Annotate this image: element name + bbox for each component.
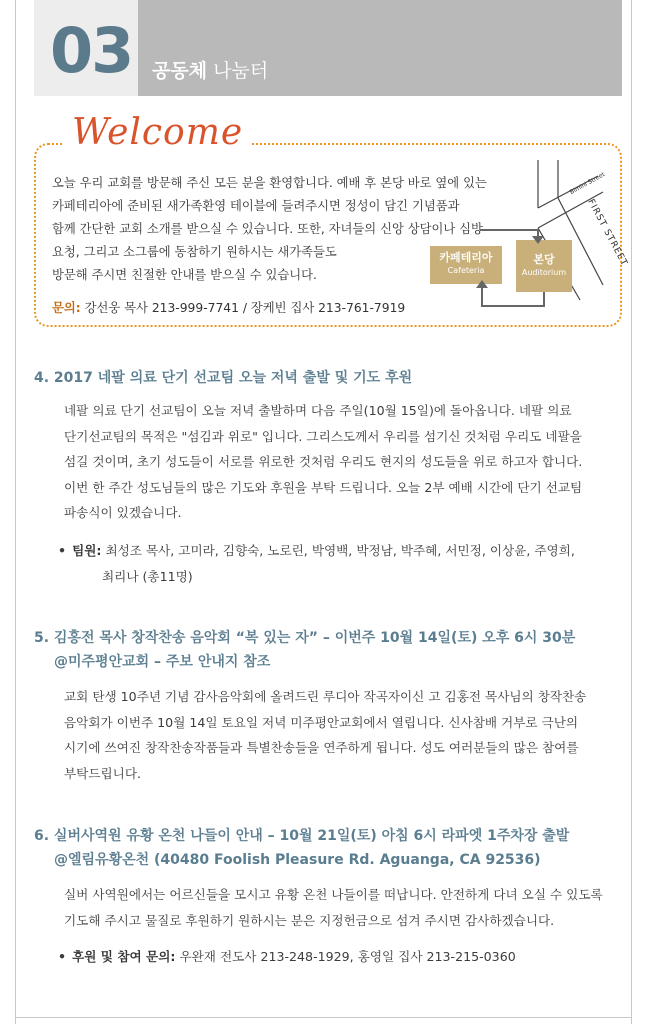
welcome-line: 함께 간단한 교회 소개를 받으실 수 있습니다. 또한, 자녀들의 신앙 상담이나 심방	[52, 222, 483, 236]
auditorium-label-ko: 본당	[533, 253, 555, 266]
walk-arrow	[480, 230, 538, 238]
section-number-block	[34, 0, 138, 96]
section-6-title-line: 6. 실버사역원 유황 온천 나들이 안내 – 10월 21일(토) 아침 6시 라파엣 1주차장 출발	[34, 828, 570, 844]
section-number: 03	[50, 14, 133, 87]
cafeteria-label-ko: 카페테리아	[439, 251, 493, 264]
section-4-team	[58, 538, 575, 589]
body-line: 네팔 의료 단기 선교팀이 오늘 저녁 출발하며 다음 주일(10월 15일)에 돌아옵니다. 네팔 의료	[64, 403, 572, 418]
contact-label: 후원 및 참여 문의:	[72, 949, 176, 964]
section-5-title-line: 5. 김홍전 목사 창작찬송 음악회 “복 있는 자” – 이번주 10월 14일(토) 오후 6시 30분	[34, 630, 576, 646]
page-title	[152, 56, 268, 83]
bullet-dot: •	[58, 949, 67, 964]
welcome-line: 요청, 그리고 소그룹에 동참하기 원하시는 새가족들도	[52, 245, 337, 259]
cafeteria-label	[430, 251, 502, 277]
body-line: 이번 한 주간 성도님들의 많은 기도와 후원을 부탁 드립니다. 오늘 2부 예배 시간에 단기 선교팀	[64, 479, 583, 495]
auditorium-label	[516, 253, 572, 279]
street-name-bimini: Bimini Street	[568, 171, 607, 196]
page-title-bold: 공동체	[152, 60, 208, 82]
body-line: 실버 사역원에서는 어르신들을 모시고 유황 온천 나들이를 떠납니다. 안전하게 다녀 오실 수 있도록	[64, 887, 603, 902]
body-line: 시기에 쓰여진 창작찬송작품들과 특별찬송들을 연주하게 됩니다. 성도 여러분들의 많은 참여를	[64, 740, 579, 755]
welcome-contact-label: 문의:	[52, 301, 81, 315]
body-line: 음악회가 이번주 10월 14일 토요일 저녁 미주평안교회에서 열립니다. 신사참배 거부로 극난의	[64, 714, 579, 730]
section-5-body	[64, 684, 620, 786]
team-members-cont: 최리나 (총11명)	[102, 568, 193, 584]
body-line: 부탁드립니다.	[64, 765, 141, 781]
map-svg	[420, 150, 610, 322]
welcome-line: 방문해 주시면 친절한 안내를 받으실 수 있습니다.	[52, 268, 317, 282]
body-line: 단기선교팀의 목적은 "섬김과 위로" 입니다. 그리스도께서 우리를 섬기신 것처럼 우리도 네팔을	[64, 428, 582, 444]
welcome-title: Welcome	[64, 112, 251, 153]
body-line: 섬길 것이며, 초기 성도들이 서로를 위로한 것처럼 우리도 현지의 성도들을 위로 하고자 합니다.	[64, 454, 583, 469]
page-title-rest: 나눔터	[213, 60, 269, 82]
contact-text: 우완재 전도사 213-248-1929, 홍영일 집사 213-215-0360	[179, 949, 516, 964]
auditorium-label-en: Auditorium	[521, 268, 567, 277]
welcome-line: 카페테리아에 준비된 새가족환영 테이블에 들려주시면 정성이 담긴 기념품과	[52, 199, 460, 213]
cafeteria-label-en: Cafeteria	[447, 266, 485, 275]
section-6-body	[64, 882, 620, 933]
bullet-dot: •	[58, 543, 67, 558]
welcome-contact-text: 강선웅 목사 213-999-7741 / 장케빈 집사 213-761-7919	[84, 301, 406, 315]
section-4-body	[64, 398, 620, 526]
section-5-title-line2: @미주평안교회 – 주보 안내지 참조	[54, 654, 271, 670]
section-4-title: 4. 2017 네팔 의료 단기 선교팀 오늘 저녁 출발 및 기도 후원	[34, 370, 413, 386]
team-label: 팀원:	[72, 543, 102, 558]
body-line: 교회 탄생 10주년 기념 감사음악회에 올려드린 루디아 작곡자이신 고 김홍전 목사님의 창작찬송	[64, 689, 587, 704]
bottom-border	[15, 1017, 632, 1018]
section-6-title	[34, 824, 569, 872]
team-members: 최성조 목사, 고미라, 김향숙, 노로린, 박영백, 박정남, 박주혜, 서민정, 이상윤, 주영희,	[105, 543, 575, 558]
section-6-contact	[58, 944, 516, 970]
section-6-title-line2: @엘림유황온천 (40480 Foolish Pleasure Rd. Aguanga, CA 92536)	[54, 852, 541, 868]
welcome-line: 오늘 우리 교회를 방문해 주신 모든 분을 환영합니다. 예배 후 본당 바로 옆에 있는	[52, 176, 487, 190]
location-map	[420, 150, 630, 322]
section-5-title	[34, 626, 575, 674]
welcome-contact	[52, 298, 405, 316]
body-line: 기도해 주시고 물질로 후원하기 원하시는 분은 지정헌금으로 섬겨 주시면 감사하겠습니다.	[64, 912, 555, 928]
body-line: 파송식이 있겠습니다.	[64, 505, 182, 520]
street-name-first: FIRST STREET	[585, 197, 630, 269]
